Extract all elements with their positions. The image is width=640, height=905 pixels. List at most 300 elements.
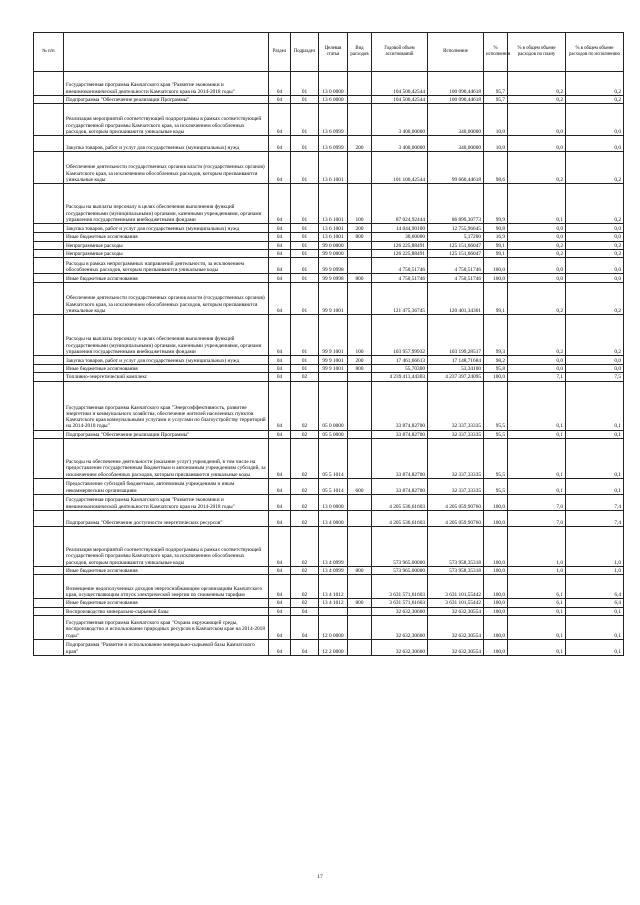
row-annual-allocation-cell: 104 500,42544: [372, 72, 428, 96]
row-share-execution-cell: 1,0: [566, 527, 624, 567]
row-execution-percent-cell: 100,0: [484, 274, 508, 283]
row-share-plan-cell: 0,2: [508, 152, 566, 184]
row-name-cell: [64, 249, 269, 257]
row-razdel-cell: 04: [269, 373, 291, 381]
row-expense-type-cell: 200: [348, 356, 372, 365]
row-number-cell: [34, 72, 64, 96]
row-target-article-cell: 13 4 0999: [319, 567, 348, 575]
row-razdel-cell: 04: [269, 567, 291, 575]
row-name-cell: [64, 258, 269, 274]
row-name-cell: [64, 72, 269, 96]
row-target-article-cell: 13 4 1012: [319, 575, 348, 599]
row-share-execution-cell: 0,0: [566, 136, 624, 152]
row-number-cell: [34, 479, 64, 495]
row-expense-type-cell: [348, 241, 372, 249]
row-target-article-cell: 13 0 0000: [319, 495, 348, 511]
row-number-cell: [34, 96, 64, 104]
row-execution-percent-cell: 100,0: [484, 567, 508, 575]
row-target-article-cell: 13 4 0999: [319, 527, 348, 567]
row-name-cell: [64, 104, 269, 136]
row-annual-allocation-cell: 33 874,82700: [372, 381, 428, 430]
row-name-cell: [64, 224, 269, 233]
row-execution-percent-cell: 95,7: [484, 96, 508, 104]
row-target-article-cell: 99 9 0000: [319, 249, 348, 257]
row-target-article-cell: 99 9 1001: [319, 283, 348, 315]
row-expense-type-cell: [348, 607, 372, 615]
row-razdel-cell: 04: [269, 136, 291, 152]
row-execution-cell: 573 958,35318: [428, 567, 484, 575]
row-name-cell: [64, 430, 269, 438]
row-podrazdel-cell: 02: [291, 575, 319, 599]
row-number-cell: [34, 430, 64, 438]
budget-table-sheet: [33, 32, 623, 656]
row-share-plan-cell: 0,1: [508, 607, 566, 615]
table-row: [34, 184, 624, 224]
row-execution-percent-cell: 100,0: [484, 258, 508, 274]
row-number-cell: [34, 274, 64, 283]
row-expense-type-cell: 600: [348, 479, 372, 495]
row-expense-type-cell: [348, 72, 372, 96]
row-execution-cell: 120 401,34301: [428, 283, 484, 315]
header-expense-type: Вид расходов: [348, 33, 372, 72]
row-annual-allocation-cell: 573 965,00000: [372, 527, 428, 567]
row-execution-cell: 32 337,33335: [428, 479, 484, 495]
row-podrazdel-cell: 02: [291, 479, 319, 495]
row-number-cell: [34, 639, 64, 655]
row-execution-cell: 53,34100: [428, 365, 484, 373]
header-share-execution: % в общем объеме расходов по исполнению: [566, 33, 624, 72]
row-annual-allocation-cell: 4 239 411,44303: [372, 373, 428, 381]
row-share-plan-cell: 0,1: [508, 615, 566, 639]
row-name-text: Подпрограмма "Обеспечение доступности энергетических ресурсов": [66, 519, 223, 526]
row-name-text: Подпрограмма "Обеспечение реализации Программы": [66, 97, 190, 103]
row-name-cell: [64, 495, 269, 511]
row-target-article-cell: [319, 373, 348, 381]
row-annual-allocation-cell: 126 225,88491: [372, 249, 428, 257]
row-annual-allocation-cell: 32 632,30600: [372, 639, 428, 655]
row-annual-allocation-cell: 3 400,00000: [372, 136, 428, 152]
row-number-cell: [34, 283, 64, 315]
row-expense-type-cell: [348, 96, 372, 104]
table-row: [34, 607, 624, 615]
row-razdel-cell: 04: [269, 575, 291, 599]
row-share-execution-cell: 1,0: [566, 567, 624, 575]
row-expense-type-cell: [348, 104, 372, 136]
row-expense-type-cell: [348, 258, 372, 274]
row-number-cell: [34, 224, 64, 233]
row-share-execution-cell: 0,2: [566, 241, 624, 249]
row-share-plan-cell: 0,0: [508, 356, 566, 365]
row-name-cell: [64, 96, 269, 104]
table-row: [34, 439, 624, 479]
row-execution-cell: 3 631 101,55442: [428, 575, 484, 599]
row-razdel-cell: 04: [269, 439, 291, 479]
row-target-article-cell: 99 9 0998: [319, 274, 348, 283]
row-name-text: Расходы на выплаты персоналу в целях обеспечения выполнения функций государственными (муниципальными) органами, казенными учреждениями, органами управления государственными внебюджетными фондами: [66, 204, 262, 223]
row-razdel-cell: 04: [269, 599, 291, 607]
table-row: [34, 72, 624, 96]
row-number-cell: [34, 575, 64, 599]
row-execution-percent-cell: 95,5: [484, 381, 508, 430]
row-number-cell: [34, 607, 64, 615]
row-name-cell: [64, 365, 269, 373]
row-target-article-cell: 99 9 1001: [319, 315, 348, 356]
row-expense-type-cell: [348, 527, 372, 567]
row-expense-type-cell: [348, 249, 372, 257]
row-name-text: Закупка товаров, работ и услуг для государственных (муниципальных) нужд: [66, 357, 240, 364]
row-execution-percent-cell: 99,1: [484, 283, 508, 315]
page-number: 17: [317, 874, 323, 880]
row-name-text: Реализация мероприятий соответствующей подпрограммы в рамках соответствующей государственной программы Камчатского края, за исключением обособленных расходов, которым присваиваются уникальные коды: [66, 547, 262, 566]
row-execution-cell: 573 958,35318: [428, 527, 484, 567]
table-row: [34, 315, 624, 356]
row-expense-type-cell: [348, 615, 372, 639]
row-target-article-cell: 05 5 1014: [319, 439, 348, 479]
row-share-execution-cell: 0,1: [566, 381, 624, 430]
row-share-plan-cell: 0,2: [508, 283, 566, 315]
row-name-cell: [64, 136, 269, 152]
row-podrazdel-cell: 01: [291, 96, 319, 104]
row-name-cell: [64, 575, 269, 599]
row-target-article-cell: 99 0 0000: [319, 241, 348, 249]
row-execution-cell: 32 632,30554: [428, 615, 484, 639]
row-podrazdel-cell: 02: [291, 430, 319, 438]
table-row: [34, 479, 624, 495]
row-annual-allocation-cell: 4 205 536,61603: [372, 495, 428, 511]
row-target-article-cell: 13 0 0000: [319, 72, 348, 96]
row-annual-allocation-cell: 121 475,36745: [372, 283, 428, 315]
row-name-text: Государственная программа Камчатского края "Охрана окружающей среды, воспроизводство и использование природных ресурсов в Камчатском крае на 2014-2018 годы": [66, 620, 265, 639]
row-name-cell: [64, 639, 269, 655]
row-number-cell: [34, 599, 64, 607]
row-name-cell: [64, 356, 269, 365]
row-razdel-cell: 04: [269, 430, 291, 438]
row-annual-allocation-cell: 104 500,42544: [372, 96, 428, 104]
row-razdel-cell: 04: [269, 511, 291, 527]
row-name-text: Иные бюджетные ассигнования: [66, 275, 138, 282]
row-podrazdel-cell: 01: [291, 241, 319, 249]
row-expense-type-cell: [348, 152, 372, 184]
table-row: [34, 241, 624, 249]
row-execution-cell: 12 755,96645: [428, 224, 484, 233]
row-name-cell: [64, 184, 269, 224]
row-share-plan-cell: 7,1: [508, 373, 566, 381]
row-name-cell: [64, 567, 269, 575]
row-number-cell: [34, 241, 64, 249]
row-name-text: Топливно-энергетический комплекс: [66, 374, 148, 381]
row-target-article-cell: 99 9 0998: [319, 258, 348, 274]
table-row: [34, 224, 624, 233]
row-name-cell: [64, 373, 269, 381]
row-number-cell: [34, 136, 64, 152]
row-execution-cell: 3 631 101,55442: [428, 599, 484, 607]
row-annual-allocation-cell: 14 044,90100: [372, 224, 428, 233]
row-share-execution-cell: 0,1: [566, 607, 624, 615]
row-share-execution-cell: 0,2: [566, 152, 624, 184]
row-share-plan-cell: 0,1: [508, 430, 566, 438]
row-name-text: Воспроизводство минерально-сырьевой базы: [66, 608, 169, 615]
row-share-plan-cell: 0,0: [508, 104, 566, 136]
row-number-cell: [34, 104, 64, 136]
table-row: [34, 615, 624, 639]
row-execution-cell: 4 750,51746: [428, 274, 484, 283]
table-row: [34, 373, 624, 381]
row-target-article-cell: 05 5 0000: [319, 430, 348, 438]
row-share-execution-cell: 0,2: [566, 184, 624, 224]
row-expense-type-cell: 200: [348, 136, 372, 152]
row-share-plan-cell: 0,0: [508, 233, 566, 241]
row-number-cell: [34, 184, 64, 224]
row-execution-percent-cell: 90,8: [484, 224, 508, 233]
row-name-text: Предоставление субсидий бюджетным, автономным учреждениям и иным некоммерческим организациям: [66, 481, 235, 494]
table-row: [34, 96, 624, 104]
row-razdel-cell: 04: [269, 283, 291, 315]
row-target-article-cell: 13 4 1012: [319, 599, 348, 607]
row-name-cell: [64, 241, 269, 249]
row-expense-type-cell: 200: [348, 224, 372, 233]
row-name-cell: [64, 439, 269, 479]
table-row: [34, 575, 624, 599]
row-share-plan-cell: 6,1: [508, 599, 566, 607]
table-row: [34, 283, 624, 315]
table-row: [34, 639, 624, 655]
row-target-article-cell: 12 0 0000: [319, 615, 348, 639]
header-execution: Исполнение: [428, 33, 484, 72]
row-podrazdel-cell: 01: [291, 283, 319, 315]
row-name-text: Иные бюджетные ассигнования: [66, 568, 138, 575]
row-share-plan-cell: 0,1: [508, 479, 566, 495]
row-share-plan-cell: 0,2: [508, 249, 566, 257]
row-annual-allocation-cell: 3 631 571,61603: [372, 599, 428, 607]
row-share-execution-cell: 0,0: [566, 233, 624, 241]
row-podrazdel-cell: 01: [291, 72, 319, 96]
row-number-cell: [34, 567, 64, 575]
row-share-execution-cell: 0,0: [566, 356, 624, 365]
row-expense-type-cell: 800: [348, 567, 372, 575]
row-number-cell: [34, 527, 64, 567]
row-number-cell: [34, 373, 64, 381]
row-name-text: Расходы на обеспечение деятельности (оказание услуг) учреждений, в том числе на предоставление государственным бюджетным и автономным учреждениям субсидий, за исключением обособленных расходов, которым присваиваются уникальные коды: [66, 459, 266, 478]
row-podrazdel-cell: 01: [291, 224, 319, 233]
row-podrazdel-cell: 01: [291, 184, 319, 224]
row-podrazdel-cell: 01: [291, 258, 319, 274]
row-execution-cell: 340,00000: [428, 136, 484, 152]
table-row: [34, 599, 624, 607]
row-razdel-cell: 04: [269, 241, 291, 249]
row-share-execution-cell: 6,4: [566, 599, 624, 607]
row-number-cell: [34, 315, 64, 356]
row-expense-type-cell: [348, 639, 372, 655]
table-row: [34, 136, 624, 152]
row-annual-allocation-cell: 103 957,99932: [372, 315, 428, 356]
row-podrazdel-cell: 01: [291, 274, 319, 283]
row-razdel-cell: 04: [269, 381, 291, 430]
row-name-text: Реализация мероприятий соответствующей подпрограммы в рамках соответствующей государственной программы Камчатского края, за исключением обособленных расходов, которым присваиваются уникальные коды: [66, 116, 262, 135]
row-razdel-cell: 04: [269, 104, 291, 136]
row-name-cell: [64, 152, 269, 184]
row-razdel-cell: 04: [269, 233, 291, 241]
row-share-plan-cell: 0,1: [508, 184, 566, 224]
row-execution-cell: 32 337,33335: [428, 430, 484, 438]
row-share-plan-cell: 0,0: [508, 258, 566, 274]
row-execution-cell: 32 337,33335: [428, 381, 484, 430]
row-podrazdel-cell: 02: [291, 599, 319, 607]
row-name-text: Государственная программа Камчатского края "Развитие экономики и внешнеэкономической деятельности Камчатского края на 2014-2018 годы": [66, 82, 235, 95]
row-target-article-cell: 99 9 1001: [319, 356, 348, 365]
row-name-text: Государственная программа Камчатского края "Энергоэффективность, развитие энергетики и коммунального хозяйства, обеспечение жителей населенных пунктов Камчатского края коммунальными услугами и услугами по благоустройству территорий на 2014-2018 годы": [66, 404, 266, 430]
row-name-cell: [64, 511, 269, 527]
row-podrazdel-cell: 01: [291, 315, 319, 356]
row-number-cell: [34, 233, 64, 241]
row-share-execution-cell: 0,2: [566, 283, 624, 315]
row-expense-type-cell: 800: [348, 365, 372, 373]
row-annual-allocation-cell: 3 631 571,61603: [372, 575, 428, 599]
row-annual-allocation-cell: 3 400,00000: [372, 104, 428, 136]
row-share-execution-cell: 0,2: [566, 249, 624, 257]
row-razdel-cell: 04: [269, 96, 291, 104]
header-share-plan: % в общем объеме расходов по плану: [508, 33, 566, 72]
row-number-cell: [34, 365, 64, 373]
row-target-article-cell: 99 9 1001: [319, 365, 348, 373]
row-podrazdel-cell: 04: [291, 639, 319, 655]
row-share-execution-cell: 7,4: [566, 511, 624, 527]
row-razdel-cell: 04: [269, 495, 291, 511]
row-target-article-cell: 12 2 0000: [319, 639, 348, 655]
row-name-text: Подпрограмма "Развитие и использование минерально-сырьевой базы Камчатского края": [66, 642, 255, 655]
row-execution-percent-cell: 100,0: [484, 615, 508, 639]
row-annual-allocation-cell: 101 100,42544: [372, 152, 428, 184]
row-annual-allocation-cell: 573 965,00000: [372, 567, 428, 575]
row-share-plan-cell: 7,0: [508, 511, 566, 527]
row-podrazdel-cell: 02: [291, 495, 319, 511]
row-expense-type-cell: 100: [348, 184, 372, 224]
row-expense-type-cell: [348, 373, 372, 381]
row-share-plan-cell: 0,0: [508, 224, 566, 233]
row-name-text: Закупка товаров, работ и услуг для государственных (муниципальных) нужд: [66, 226, 240, 232]
row-name-cell: [64, 607, 269, 615]
row-podrazdel-cell: 04: [291, 607, 319, 615]
row-share-plan-cell: 7,0: [508, 495, 566, 511]
row-annual-allocation-cell: 33 874,82700: [372, 430, 428, 438]
row-razdel-cell: 04: [269, 615, 291, 639]
header-annual-allocation: Годовой объем ассигнований: [372, 33, 428, 72]
row-annual-allocation-cell: 4 750,51746: [372, 274, 428, 283]
row-annual-allocation-cell: 32 632,30600: [372, 615, 428, 639]
table-header-row: [34, 33, 624, 72]
row-name-text: Подпрограмма "Обеспечение реализации Программы": [66, 431, 190, 438]
row-podrazdel-cell: 02: [291, 567, 319, 575]
row-number-cell: [34, 356, 64, 365]
row-share-execution-cell: 0,2: [566, 315, 624, 356]
row-podrazdel-cell: 01: [291, 233, 319, 241]
row-share-plan-cell: 0,1: [508, 639, 566, 655]
row-expense-type-cell: 800: [348, 274, 372, 283]
row-target-article-cell: [319, 607, 348, 615]
row-annual-allocation-cell: 55,70300: [372, 365, 428, 373]
row-share-plan-cell: 0,0: [508, 274, 566, 283]
row-annual-allocation-cell: 126 225,88491: [372, 241, 428, 249]
row-share-execution-cell: 7,4: [566, 495, 624, 511]
row-razdel-cell: 04: [269, 224, 291, 233]
row-annual-allocation-cell: 32 632,30600: [372, 607, 428, 615]
row-annual-allocation-cell: 33 874,82700: [372, 479, 428, 495]
table-row: [34, 249, 624, 257]
row-execution-cell: 99 660,44618: [428, 152, 484, 184]
header-razdel: Раздел: [269, 33, 291, 72]
row-share-execution-cell: 6,4: [566, 575, 624, 599]
row-razdel-cell: 04: [269, 607, 291, 615]
row-name-cell: [64, 315, 269, 356]
table-row: [34, 356, 624, 365]
row-share-plan-cell: 0,1: [508, 439, 566, 479]
row-expense-type-cell: 100: [348, 315, 372, 356]
row-execution-cell: 103 199,28517: [428, 315, 484, 356]
row-execution-percent-cell: 98,2: [484, 356, 508, 365]
row-target-article-cell: 05 0 0000: [319, 381, 348, 430]
row-execution-percent-cell: 98,6: [484, 152, 508, 184]
row-execution-percent-cell: 100,0: [484, 599, 508, 607]
table-row: [34, 274, 624, 283]
row-execution-cell: 5,17200: [428, 233, 484, 241]
row-number-cell: [34, 152, 64, 184]
row-execution-percent-cell: 100,0: [484, 373, 508, 381]
row-share-execution-cell: 0,0: [566, 258, 624, 274]
row-share-plan-cell: 0,0: [508, 365, 566, 373]
row-podrazdel-cell: 01: [291, 104, 319, 136]
row-expense-type-cell: [348, 495, 372, 511]
row-execution-cell: 125 151,66047: [428, 249, 484, 257]
row-execution-cell: 32 632,30554: [428, 639, 484, 655]
row-name-text: Непрограммные расходы: [66, 242, 123, 249]
row-razdel-cell: 04: [269, 258, 291, 274]
row-number-cell: [34, 495, 64, 511]
row-razdel-cell: 04: [269, 184, 291, 224]
row-share-execution-cell: 0,0: [566, 274, 624, 283]
row-execution-cell: 125 151,66047: [428, 241, 484, 249]
row-number-cell: [34, 249, 64, 257]
row-execution-percent-cell: 95,5: [484, 479, 508, 495]
row-podrazdel-cell: 01: [291, 249, 319, 257]
row-expense-type-cell: [348, 283, 372, 315]
row-expense-type-cell: 800: [348, 599, 372, 607]
row-podrazdel-cell: 01: [291, 365, 319, 373]
row-expense-type-cell: [348, 430, 372, 438]
table-row: [34, 365, 624, 373]
table-row: [34, 152, 624, 184]
row-razdel-cell: 04: [269, 527, 291, 567]
row-share-plan-cell: 0,1: [508, 381, 566, 430]
row-share-plan-cell: 1,0: [508, 567, 566, 575]
row-target-article-cell: 05 5 1014: [319, 479, 348, 495]
row-execution-percent-cell: 100,0: [484, 607, 508, 615]
row-execution-cell: 4 750,51746: [428, 258, 484, 274]
row-number-cell: [34, 258, 64, 274]
row-execution-percent-cell: 95,5: [484, 430, 508, 438]
row-share-execution-cell: 7,5: [566, 373, 624, 381]
row-podrazdel-cell: 02: [291, 439, 319, 479]
row-name-cell: [64, 283, 269, 315]
row-execution-percent-cell: 95,5: [484, 439, 508, 479]
row-execution-percent-cell: 16,9: [484, 233, 508, 241]
row-podrazdel-cell: 02: [291, 511, 319, 527]
row-name-cell: [64, 615, 269, 639]
row-share-plan-cell: 0,2: [508, 241, 566, 249]
row-name-cell: [64, 479, 269, 495]
row-target-article-cell: 13 6 0999: [319, 104, 348, 136]
row-execution-percent-cell: 10,0: [484, 136, 508, 152]
row-name-text: Обеспечение деятельности государственных органов власти (государственных органов) Камчатского края, за исключением обособленных расходов, которым присваиваются уникальные коды: [66, 164, 265, 183]
table-row: [34, 104, 624, 136]
